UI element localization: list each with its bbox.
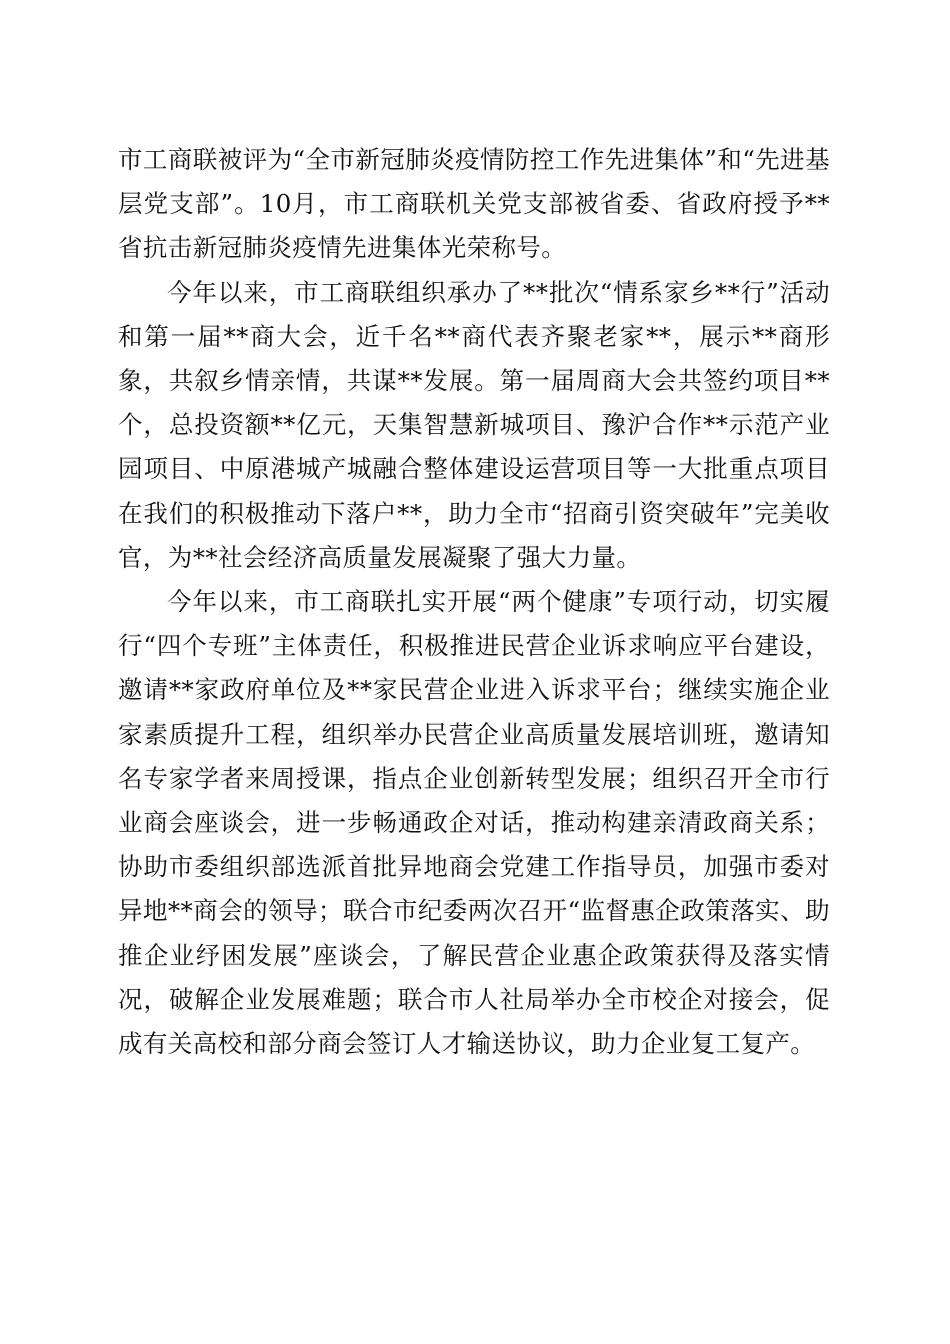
paragraph-2: 今年以来，市工商联组织承办了**批次“情系家乡**行”活动和第一届**商大会，近千名**商代表齐聚老家**，展示**商形象，共叙乡情亲情，共谋**发展。第一届周商大会共签约项目**个，总投资额**亿元，天集智慧新城项目、豫沪合作**示范产业园项目、中原港城产城融合整体建设运营项目等一大批重点项目在我们的积极推动下落户**，助力全市“招商引资突破年”完美收官，为**社会经济高质量发展凝聚了强大力量。 [118, 277, 830, 572]
paragraph-1: 市工商联被评为“全市新冠肺炎疫情防控工作先进集体”和“先进基层党支部”。10月，市工商联机关党支部被省委、省政府授予**省抗击新冠肺炎疫情先进集体光荣称号。 [118, 145, 830, 263]
paragraph-3: 今年以来，市工商联扎实开展“两个健康”专项行动，切实履行“四个专班”主体责任，积极推进民营企业诉求响应平台建设，邀请**家政府单位及**家民营企业进入诉求平台；继续实施企业家素质提升工程，组织举办民营企业高质量发展培训班，邀请知名专家学者来周授课，指点企业创新转型发展；组织召开全市行业商会座谈会，进一步畅通政企对话，推动构建亲清政商关系；协助市委组织部选派首批异地商会党建工作指导员，加强市委对异地**商会的领导；联合市纪委两次召开“监督惠企政策落实、助推企业纾困发展”座谈会，了解民营企业惠企政策获得及落实情况，破解企业发展难题；联合市人社局举办全市校企对接会，促成有关高校和部分商会签订人才输送协议，助力企业复工复产。 [118, 587, 830, 1059]
document-body [118, 138, 830, 1066]
